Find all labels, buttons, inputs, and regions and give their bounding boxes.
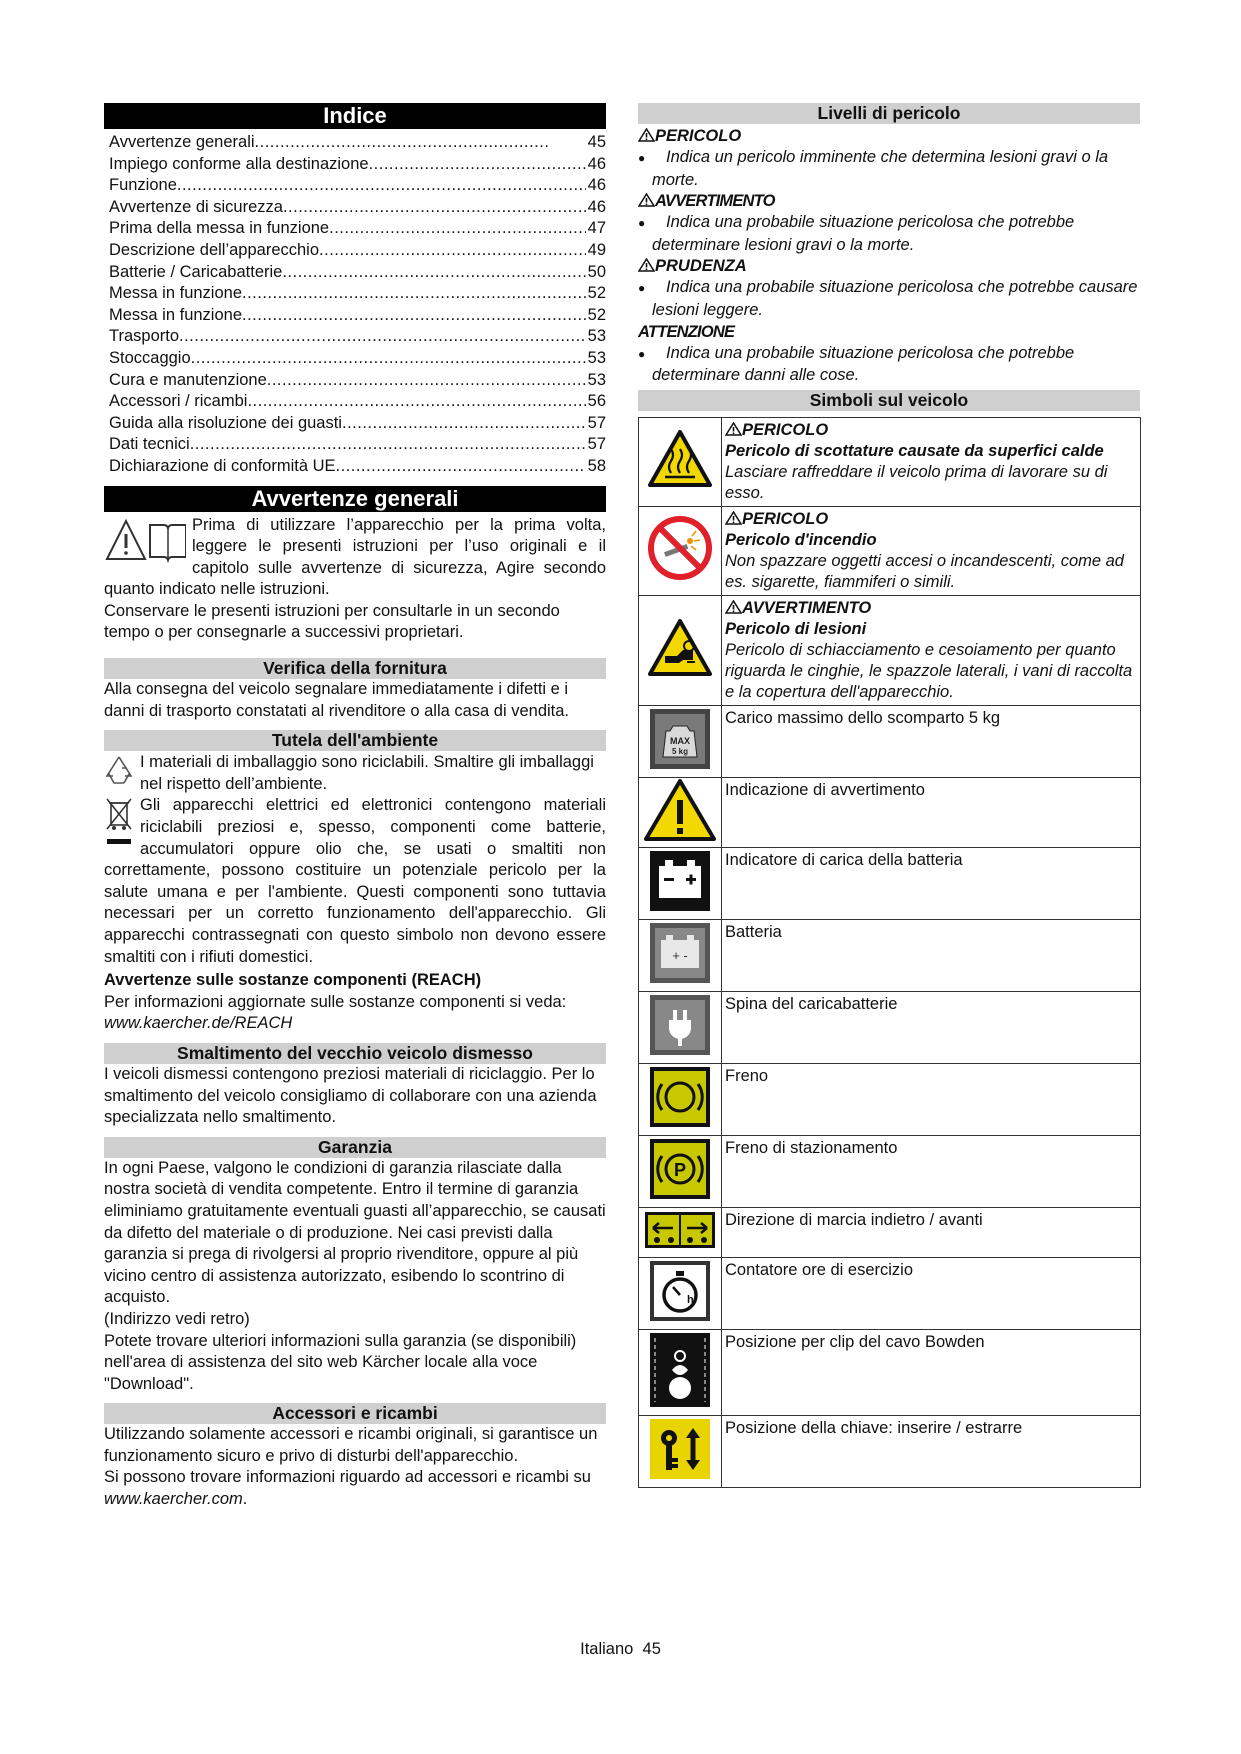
symbol-label: Indicazione di avvertimento	[725, 780, 925, 799]
symbol-description	[722, 919, 1141, 991]
toc-leader-dots	[247, 391, 585, 413]
toc-entry-title: Stoccaggio	[109, 348, 191, 367]
toc-entry-title: Dati tecnici	[109, 435, 190, 454]
symbol-hazard-title: Pericolo di scottature causate da superfici calde	[725, 441, 1104, 460]
toc-leader-dots	[179, 326, 586, 348]
symbol-label: Direzione di marcia indietro / avanti	[725, 1210, 983, 1229]
toc-entry-title: Trasporto	[109, 327, 179, 346]
weee-bin-icon	[104, 795, 134, 859]
toc-entry[interactable]	[109, 391, 606, 413]
max-weight-icon	[639, 705, 722, 777]
symbol-hazard-title: Pericolo di lesioni	[725, 619, 867, 638]
warranty-text-3: Potete trovare ulteriori informazioni sulla garanzia (se disponibili) nell'area di assistenza del sito web Kärcher locale alla voce "Download".	[104, 1331, 577, 1393]
toc-heading: Indice	[104, 103, 606, 129]
charger-plug-icon	[639, 991, 722, 1063]
danger-level-label: PERICOLO	[655, 127, 742, 145]
warning-triangle-icon	[725, 421, 742, 439]
warning-triangle-icon	[638, 257, 655, 275]
toc-entry-title: Guida alla risoluzione dei guasti	[109, 413, 342, 432]
toc-entry-title: Messa in funzione	[109, 284, 242, 303]
symbol-description	[722, 777, 1141, 847]
svg-text:P: P	[673, 1159, 687, 1180]
toc-leader-dots	[177, 175, 586, 197]
left-column	[104, 103, 606, 1511]
toc-leader-dots	[255, 132, 548, 154]
svg-text:+ -: + -	[672, 947, 688, 963]
page-footer	[0, 1640, 1241, 1659]
symbol-label: Freno	[725, 1066, 769, 1085]
no-fire-icon	[639, 506, 722, 595]
toc-entry-title: Prima della messa in funzione	[109, 219, 330, 238]
warranty-text-1: In ogni Paese, valgono le condizioni di garanzia rilasciate dalla nostra società di vendita competente. Entro il termine di garanzia eliminiamo gratuitamente eventuali guasti all’apparecchio, se causati da difetto del materiale o di produzione. Nei casi previsti dalla garanzia si prega di rivolgersi al proprio rivenditore, oppure al più vicino centro di assistenza autorizzato, esibendo lo scontrino di acquisto.	[104, 1158, 606, 1307]
hour-meter-icon	[639, 1257, 722, 1329]
footer-language: Italiano	[580, 1640, 634, 1658]
warranty-heading: Garanzia	[104, 1137, 606, 1158]
symbol-description	[722, 705, 1141, 777]
toc-entry[interactable]	[109, 348, 606, 370]
toc-leader-dots	[267, 370, 586, 392]
symbol-row	[639, 919, 1141, 991]
symbol-warning-level: AVVERTIMENTO	[725, 598, 1137, 619]
toc-leader-dots	[342, 413, 586, 435]
accessories-link[interactable]: www.kaercher.com	[104, 1490, 243, 1509]
symbol-label: Indicatore di carica della batteria	[725, 850, 963, 869]
symbols-table	[638, 417, 1141, 1488]
battery-charge-icon	[639, 847, 722, 919]
toc-entry[interactable]	[109, 305, 606, 327]
supply-heading: Verifica della fornitura	[104, 658, 606, 679]
symbol-description	[722, 595, 1141, 705]
recycling-icon	[104, 752, 134, 792]
toc-entry-title: Impiego conforme alla destinazione	[109, 154, 369, 173]
symbol-description	[722, 1257, 1141, 1329]
toc-entry-page: 46	[587, 176, 606, 195]
symbol-label: Batteria	[725, 922, 782, 941]
symbol-description	[722, 847, 1141, 919]
toc-entry-title: Avvertenze generali	[109, 133, 255, 151]
toc-entry[interactable]	[109, 132, 606, 154]
toc-leader-dots	[369, 154, 586, 176]
danger-levels	[638, 126, 1140, 387]
general-text-2: Conservare le presenti istruzioni per consultarle in un secondo tempo o per consegnarle a successivi proprietari.	[104, 601, 560, 642]
bowden-clip-icon	[639, 1329, 722, 1415]
toc-entry-title: Dichiarazione di conformità UE	[109, 456, 336, 475]
danger-level-description: ● Indica una probabile situazione pericolosa che potrebbe determinare danni alle cose.	[638, 343, 1075, 385]
reach-link[interactable]: www.kaercher.de/REACH	[104, 1014, 293, 1033]
toc-entry-page: 52	[587, 305, 606, 324]
disposal-text: I veicoli dismessi contengono preziosi materiali di riciclaggio. Per lo smaltimento del veicolo consigliamo di collaborare con una azienda specializzata nello smaltimento.	[104, 1064, 597, 1127]
symbol-hazard-text: Non spazzare oggetti accesi o incandescenti, come ad es. sigarette, fiammiferi o simili.	[725, 551, 1124, 591]
warning-triangle-icon	[725, 510, 742, 528]
toc-leader-dots	[191, 348, 586, 370]
danger-level-title	[638, 191, 1140, 212]
toc-leader-dots	[242, 305, 586, 327]
danger-level-title	[638, 322, 1140, 343]
toc-entry[interactable]	[109, 197, 606, 219]
toc-leader-dots	[329, 218, 586, 240]
danger-level-description: ● Indica una probabile situazione pericolosa che potrebbe determinare lesioni gravi o la morte.	[638, 213, 1075, 254]
bullet-icon: ●	[638, 281, 646, 296]
symbol-label: Posizione per clip del cavo Bowden	[725, 1332, 985, 1351]
symbol-hazard-text: Lasciare raffreddare il veicolo prima di lavorare su di esso.	[725, 462, 1108, 502]
symbol-description	[722, 506, 1141, 595]
symbol-description	[722, 1207, 1141, 1257]
toc-entry-page: 53	[587, 370, 606, 389]
general-text-1: Prima di utilizzare l’apparecchio per la prima volta, leggere le presenti istruzioni per l’uso originali e il capitolo sulle avvertenze di sicurezza, Agire secondo quanto indicato nelle istruzioni.	[104, 515, 606, 599]
toc-entry-title: Batterie / Caricabatterie	[109, 262, 283, 281]
toc-entry-page: 47	[587, 219, 606, 238]
danger-level-title	[638, 256, 1140, 277]
toc-entry-page: 53	[587, 348, 606, 367]
symbol-label: Freno di stazionamento	[725, 1138, 898, 1157]
toc-entry[interactable]	[109, 456, 606, 478]
toc-entry[interactable]	[109, 218, 606, 240]
direction-icon	[639, 1207, 722, 1257]
symbol-description	[722, 1415, 1141, 1487]
warning-triangle-icon	[638, 192, 655, 210]
toc-entry-page: 57	[587, 435, 606, 454]
symbol-hazard-text: Pericolo di schiacciamento e cesoiamento per quanto riguarda le cinghie, le spazzole laterali, i vani di raccolta e la copertura dell'apparecchio.	[725, 640, 1133, 701]
danger-level-label: ATTENZIONE	[638, 322, 735, 341]
reach-title: Avvertenze sulle sostanze componenti (REACH)	[104, 971, 482, 990]
toc-entry[interactable]	[109, 240, 606, 262]
toc-entry[interactable]	[109, 262, 606, 284]
environment-heading: Tutela dell'ambiente	[104, 730, 606, 751]
danger-level-description: ● Indica una probabile situazione pericolosa che potrebbe causare lesioni leggere.	[638, 278, 1138, 319]
accessories-heading: Accessori e ricambi	[104, 1403, 606, 1424]
bullet-icon: ●	[638, 151, 646, 165]
warranty-text-2: (Indirizzo vedi retro)	[104, 1309, 250, 1328]
symbol-label: Posizione della chiave: inserire / estrarre	[725, 1418, 1023, 1437]
toc-entry[interactable]	[109, 283, 606, 305]
environment-text-2: Gli apparecchi elettrici ed elettronici contengono materiali riciclabili preziosi e, spesso, componenti come batterie, accumulatori oppure olio che, se usati o smaltiti non correttamente, possono costituire un potenziale pericolo per la salute umana e per l'ambiente. Questi componenti sono tuttavia necessari per un corretto funzionamento dell'apparecchio. Gli apparecchi contrassegnati con questo simbolo non devono essere smaltiti con i rifiuti domestici.	[104, 796, 606, 966]
danger-level-description: ● Indica un pericolo imminente che determina lesioni gravi o la morte.	[638, 148, 1109, 189]
table-of-contents	[104, 129, 606, 478]
supply-text: Alla consegna del veicolo segnalare immediatamente i difetti e i danni di trasporto constatati al rivenditore o alla casa di vendita.	[104, 680, 570, 720]
symbol-row	[639, 991, 1141, 1063]
svg-text:5 kg: 5 kg	[671, 746, 689, 756]
symbol-warning-level: PERICOLO	[725, 420, 1137, 441]
symbol-row	[639, 1207, 1141, 1257]
danger-level-label: AVVERTIMENTO	[655, 192, 775, 211]
brake-icon	[639, 1063, 722, 1135]
symbol-row	[639, 777, 1141, 847]
levels-heading: Livelli di pericolo	[638, 103, 1140, 124]
toc-entry-page: 57	[587, 413, 606, 432]
toc-entry-page: 49	[587, 240, 606, 259]
toc-entry-title: Avvertenze di sicurezza	[109, 197, 283, 216]
accessories-text-2: Si possono trovare informazioni riguardo ad accessori e ricambi su www.kaercher.com.	[104, 1468, 591, 1509]
toc-entry-page: 50	[587, 262, 606, 281]
bullet-icon: ●	[638, 346, 646, 361]
warning-triangle-icon	[725, 599, 742, 617]
symbol-description	[722, 1329, 1141, 1415]
toc-entry-title: Cura e manutenzione	[109, 370, 267, 389]
toc-leader-dots	[336, 456, 586, 478]
accessories-text-1: Utilizzando solamente accessori e ricambi originali, si garantisce un funzionamento sicuro e privo di disturbi dell'apparecchio.	[104, 1425, 598, 1465]
parking-brake-icon	[639, 1135, 722, 1207]
toc-entry-page: 46	[587, 154, 606, 173]
hot-surface-icon	[639, 417, 722, 506]
toc-entry-title: Messa in funzione	[109, 305, 242, 324]
toc-entry[interactable]	[109, 326, 606, 348]
symbol-label: Contatore ore di esercizio	[725, 1260, 914, 1279]
symbol-description	[722, 417, 1141, 506]
svg-text:h: h	[687, 1293, 694, 1306]
toc-entry[interactable]	[109, 370, 606, 392]
disposal-heading: Smaltimento del vecchio veicolo dismesso	[104, 1043, 606, 1064]
toc-entry-title: Accessori / ricambi	[109, 392, 248, 411]
symbol-label: Carico massimo dello scomparto 5 kg	[725, 708, 1001, 727]
symbol-row	[639, 1063, 1141, 1135]
symbol-row	[639, 1257, 1141, 1329]
toc-leader-dots	[282, 262, 585, 284]
symbol-row	[639, 847, 1141, 919]
toc-entry-page: 45	[587, 133, 606, 151]
symbol-row	[639, 1135, 1141, 1207]
read-manual-icon	[104, 515, 186, 571]
toc-leader-dots	[242, 283, 586, 305]
reach-text: Per informazioni aggiornate sulle sostanze componenti si veda:	[104, 992, 567, 1011]
symbols-heading: Simboli sul veicolo	[638, 390, 1140, 411]
symbol-label: Spina del caricabatterie	[725, 994, 898, 1013]
warning-triangle-icon	[638, 127, 655, 145]
toc-leader-dots	[190, 434, 586, 456]
hand-crush-icon	[639, 595, 722, 705]
environment-text-1: I materiali di imballaggio sono riciclabili. Smaltire gli imballaggi nel rispetto dell’ambiente.	[140, 753, 594, 793]
toc-entry-page: 52	[587, 284, 606, 303]
toc-entry-page: 46	[587, 197, 606, 216]
toc-entry-page: 53	[587, 327, 606, 346]
toc-entry[interactable]	[109, 154, 606, 176]
toc-entry-title: Descrizione dell’apparecchio	[109, 240, 320, 259]
toc-entry-title: Funzione	[109, 176, 177, 195]
right-column	[638, 103, 1140, 1488]
danger-level-label: PRUDENZA	[655, 257, 747, 276]
symbol-description	[722, 991, 1141, 1063]
symbol-row	[639, 595, 1141, 705]
symbol-row	[639, 705, 1141, 777]
warning-triangle-icon	[639, 777, 722, 847]
bullet-icon: ●	[638, 216, 646, 231]
svg-text:MAX: MAX	[670, 735, 690, 746]
symbol-row	[639, 1329, 1141, 1415]
toc-entry[interactable]	[109, 175, 606, 197]
toc-entry[interactable]	[109, 434, 606, 456]
key-position-icon	[639, 1415, 722, 1487]
battery-icon	[639, 919, 722, 991]
toc-leader-dots	[319, 240, 586, 262]
symbol-row	[639, 417, 1141, 506]
symbol-hazard-title: Pericolo d'incendio	[725, 530, 877, 549]
symbol-description	[722, 1063, 1141, 1135]
symbol-row	[639, 506, 1141, 595]
symbol-description	[722, 1135, 1141, 1207]
toc-entry-page: 56	[587, 392, 606, 411]
general-heading: Avvertenze generali	[104, 486, 606, 512]
toc-leader-dots	[283, 197, 586, 219]
toc-entry-page: 58	[587, 456, 606, 475]
toc-entry[interactable]	[109, 413, 606, 435]
symbol-warning-level: PERICOLO	[725, 509, 1137, 530]
symbol-row	[639, 1415, 1141, 1487]
footer-page-number: 45	[642, 1640, 661, 1658]
danger-level-title	[638, 126, 1140, 147]
